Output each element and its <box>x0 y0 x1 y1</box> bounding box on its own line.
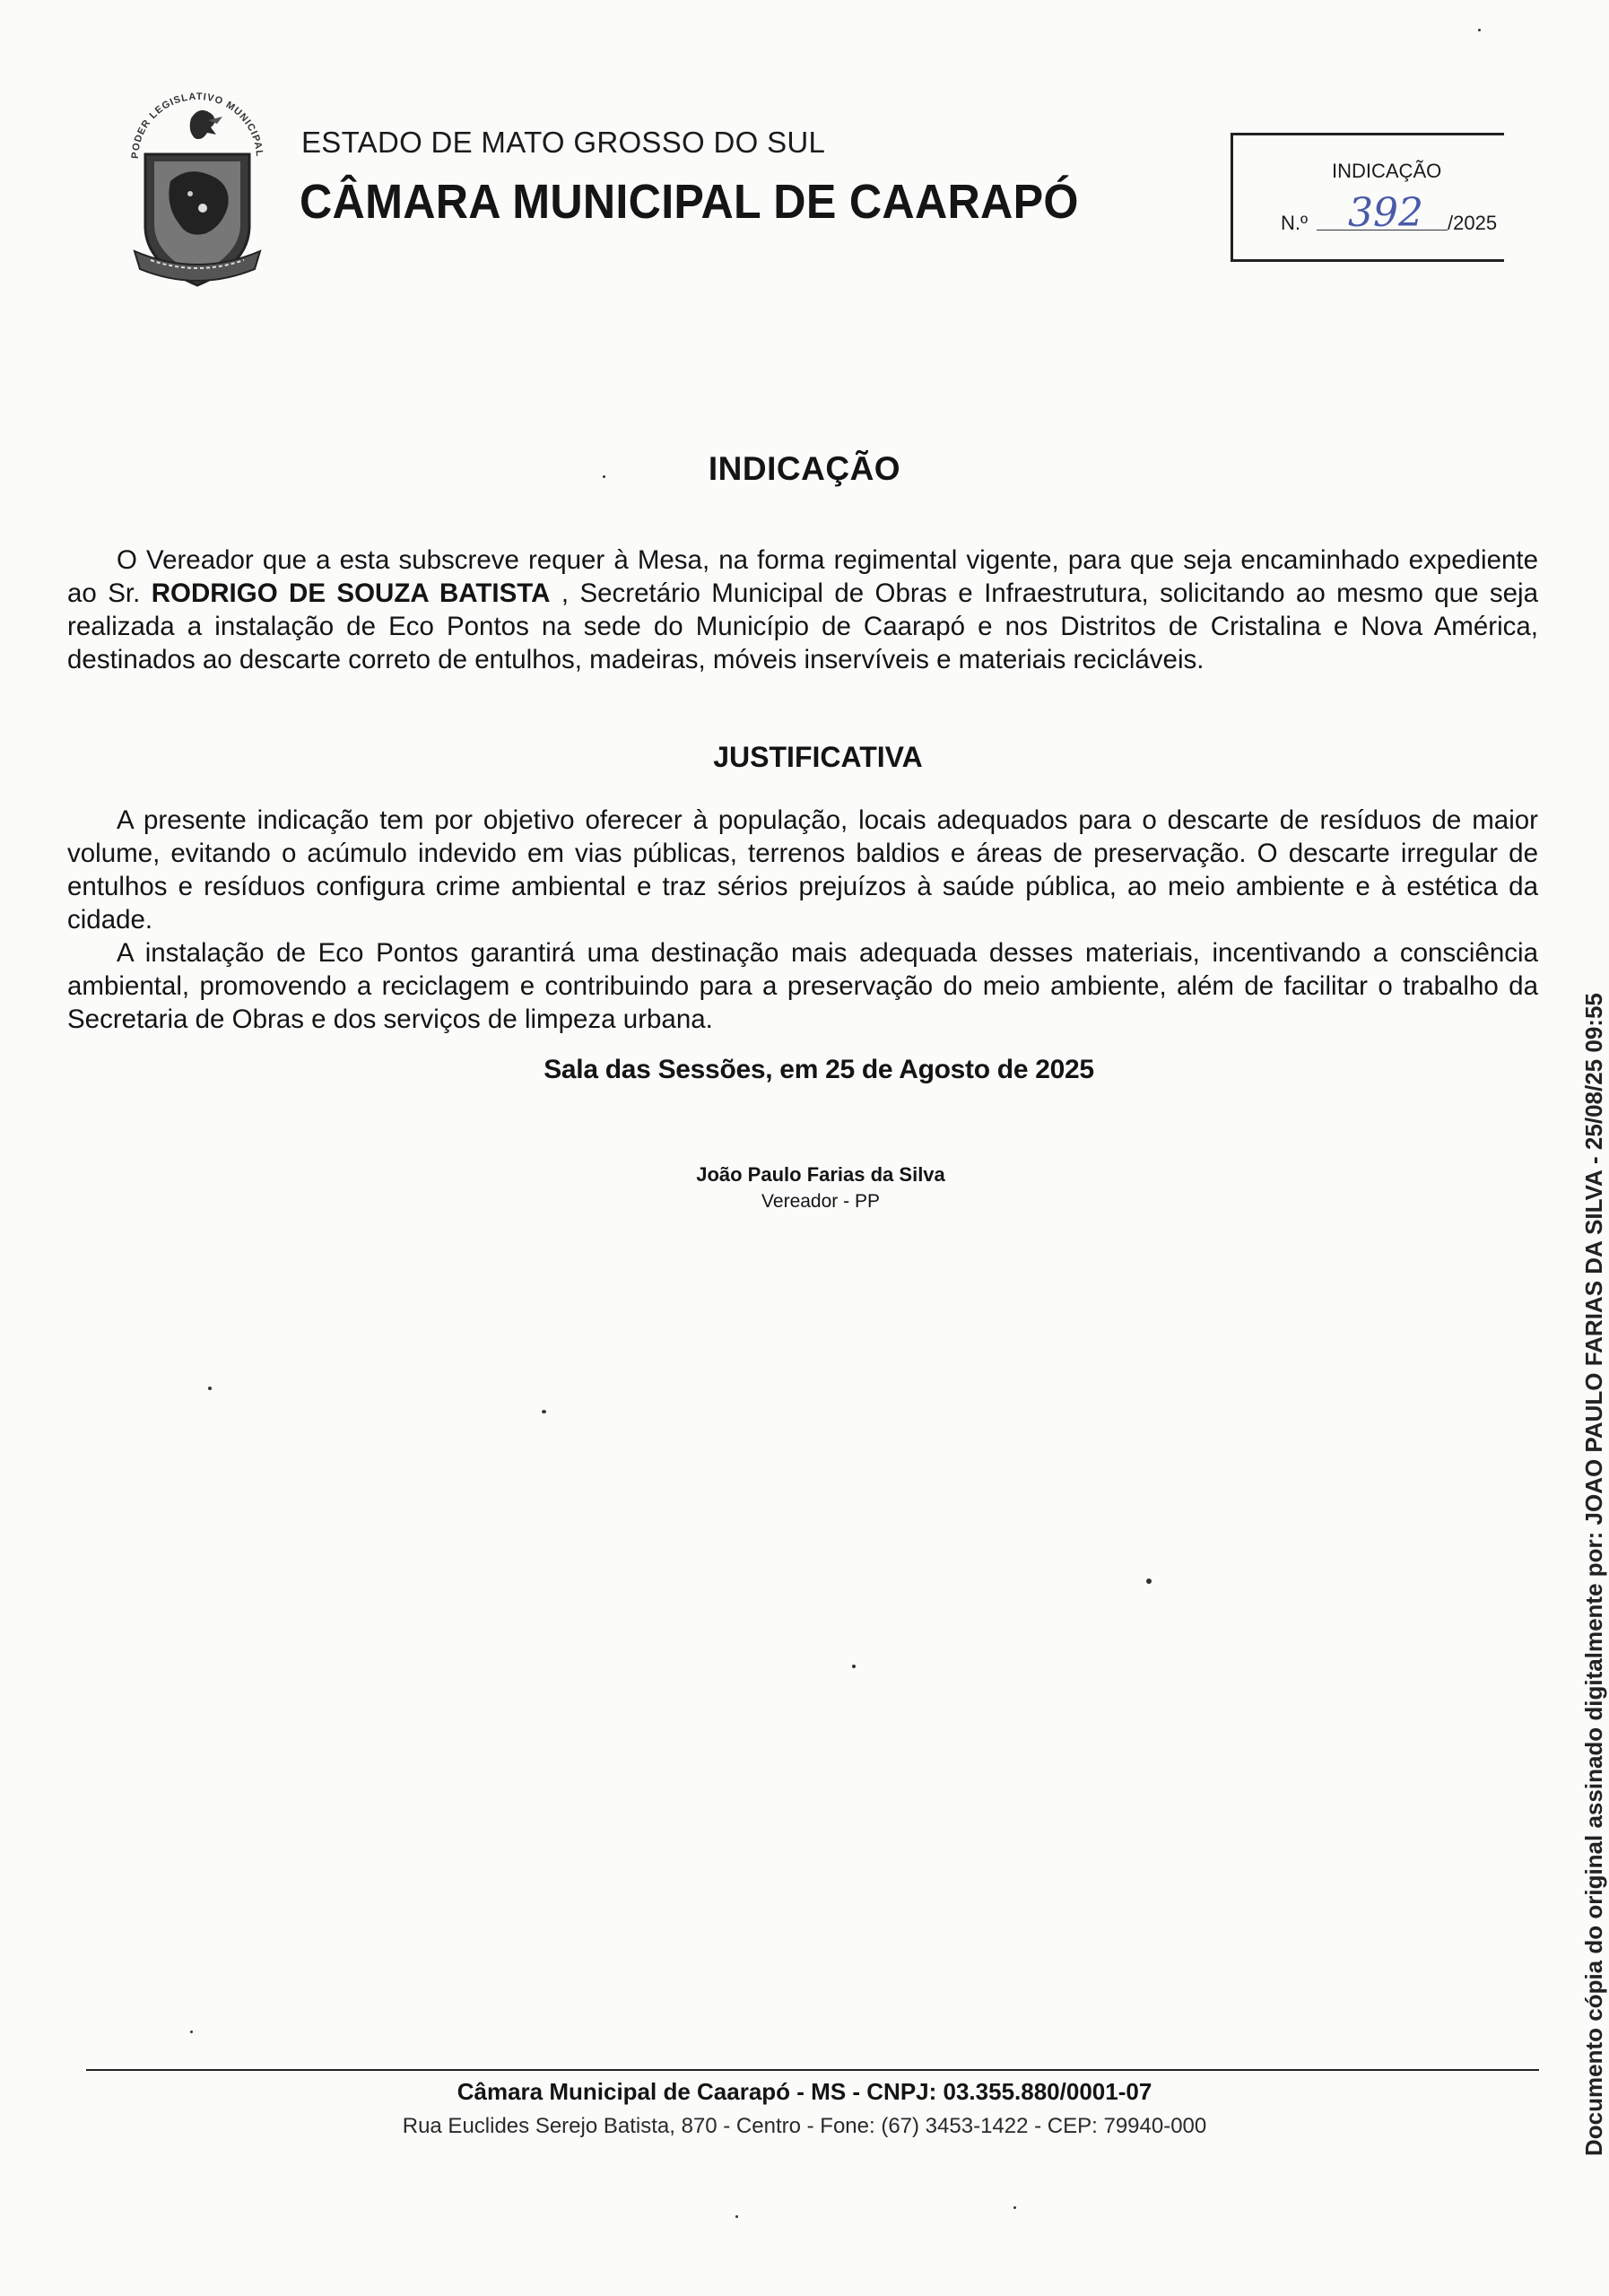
scan-speck <box>1146 1578 1152 1584</box>
indicacao-box-label: INDICAÇÃO <box>1332 160 1442 182</box>
state-heading: ESTADO DE MATO GROSSO DO SUL <box>301 126 826 159</box>
scan-speck <box>190 2031 193 2033</box>
scan-speck <box>603 475 605 478</box>
request-text-before: O Vereador que a esta subscreve requer à Mesa, na forma regimental vigente, para que seja encaminhado expediente ao Sr. <box>67 545 1538 608</box>
svg-text:PODER LEGISLATIVO MUNICIPAL: PODER LEGISLATIVO MUNICIPAL <box>129 91 265 160</box>
justification-paragraph-1 <box>67 804 1538 936</box>
scan-speck <box>542 1410 546 1413</box>
document-title: INDICAÇÃO <box>708 450 901 487</box>
recipient-name: RODRIGO DE SOUZA BATISTA <box>151 578 551 608</box>
number-prefix: N.º <box>1281 212 1309 234</box>
scan-speck <box>1013 2206 1016 2209</box>
footer-divider <box>86 2069 1539 2071</box>
number-year: /2025 <box>1448 212 1498 234</box>
digital-signature-note: Documento cópia do original assinado digitalmente por: JOAO PAULO FARIAS DA SILVA - 25/08/25 09:55 <box>1580 993 1607 2156</box>
justification-title: JUSTIFICATIVA <box>713 741 923 773</box>
justification-text-2: A instalação de Eco Pontos garantirá uma destinação mais adequada desses materiais, incentivando a consciência ambiental, promovendo a reciclagem e contribuindo para a preservação do meio ambiente, além de facilitar o trabalho da Secretaria de Obras e dos serviços de limpeza urbana. <box>67 938 1538 1034</box>
session-date-line: Sala das Sessões, em 25 de Agosto de 2025 <box>544 1055 1094 1084</box>
scan-speck <box>852 1665 856 1668</box>
justification-text-1: A presente indicação tem por objetivo oferecer à população, locais adequados para o descarte de resíduos de maior volume, evitando o acúmulo indevido em vias públicas, terrenos baldios e áreas de preservação. O descarte irregular de entulhos e resíduos configura crime ambiental e traz sérios prejuízos à saúde pública, ao meio ambiente e à estética da cidade. <box>67 805 1538 935</box>
scan-speck <box>1478 29 1481 31</box>
signer-name: João Paulo Farias da Silva <box>696 1163 945 1186</box>
signer-role: Vereador - PP <box>761 1191 880 1212</box>
handwritten-number: 392 <box>1348 190 1423 236</box>
scan-speck <box>208 1387 212 1390</box>
chamber-seal-logo <box>115 74 276 298</box>
chamber-heading: CÂMARA MUNICIPAL DE CAARAPÓ <box>300 175 1079 229</box>
request-paragraph <box>67 544 1538 676</box>
justification-paragraph-2 <box>67 936 1538 1036</box>
footer-cnpj-line: Câmara Municipal de Caarapó - MS - CNPJ: 03.355.880/0001-07 <box>457 2078 1152 2105</box>
footer-address-line: Rua Euclides Serejo Batista, 870 - Centro - Fone: (67) 3453-1422 - CEP: 79940-000 <box>402 2114 1207 2138</box>
request-text-after: , Secretário Municipal de Obras e Infraestrutura, solicitando ao mesmo que seja realizada a instalação de Eco Pontos na sede do Município de Caarapó e nos Distritos de Cristalina e Nova América, destinados ao descarte correto de entulhos, madeiras, móveis inservíveis e materiais recicláveis. <box>67 578 1538 674</box>
scan-speck <box>735 2215 738 2218</box>
